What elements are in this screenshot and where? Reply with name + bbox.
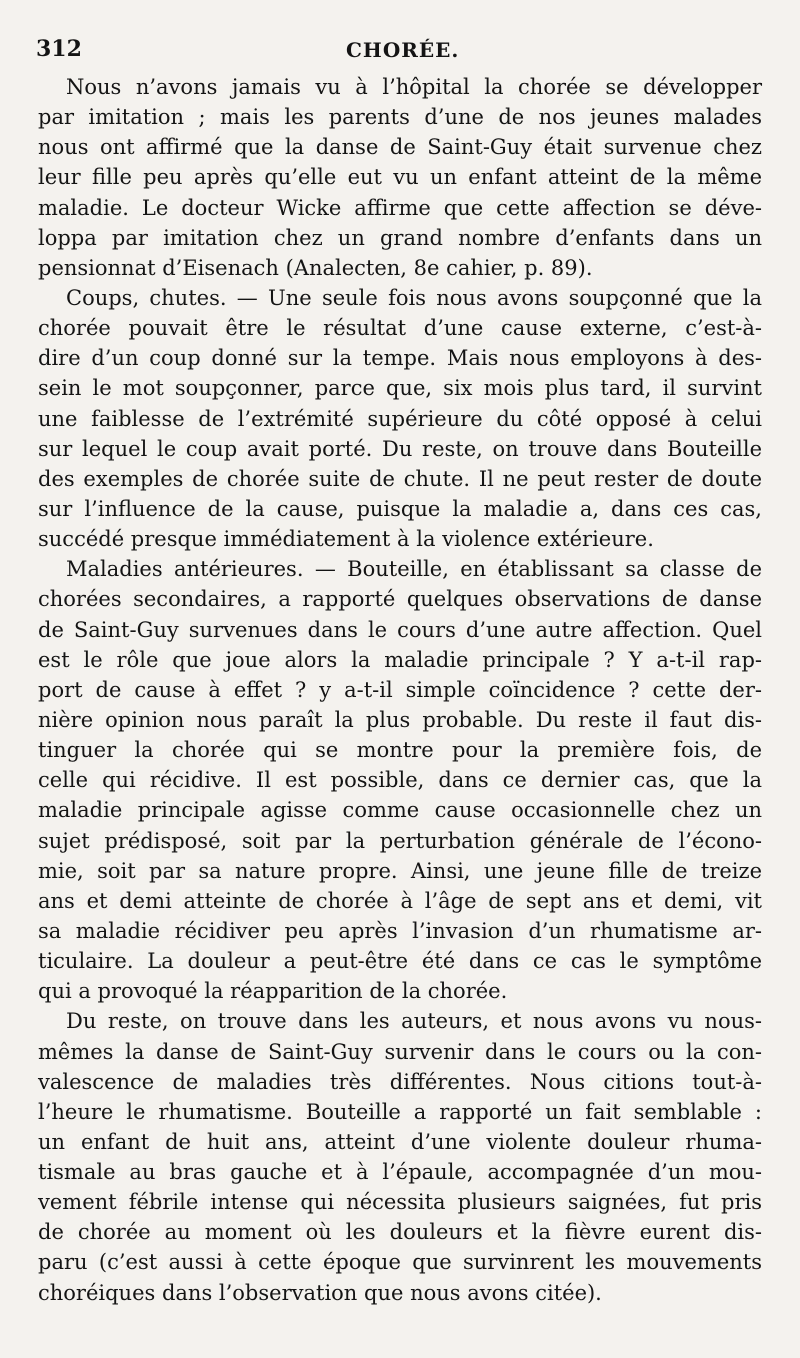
text-line: dire d’un coup donné sur la tempe. Mais nous employons à des- <box>38 346 762 371</box>
text-line: nous ont affirmé que la danse de Saint-Guy était survenue chez <box>38 135 762 160</box>
text-line: sein le mot soupçonner, parce que, six mois plus tard, il survint <box>38 376 762 401</box>
text-line: Maladies antérieures. — Bouteille, en établissant sa classe de <box>66 557 762 582</box>
text-line: choréiques dans l’observation que nous avons citée). <box>38 1280 602 1305</box>
text-line: sujet prédisposé, soit par la perturbation générale de l’écono- <box>38 828 762 853</box>
page-number: 312 <box>36 36 82 62</box>
text-line: leur fille peu après qu’elle eut vu un enfant atteint de la même <box>38 165 762 190</box>
text-line: un enfant de huit ans, atteint d’une violente douleur rhuma- <box>38 1129 762 1154</box>
text-line: des exemples de chorée suite de chute. Il ne peut rester de doute <box>38 466 762 491</box>
text-line: sur lequel le coup avait porté. Du reste, on trouve dans Bouteille <box>38 436 762 461</box>
text-line: mie, soit par sa nature propre. Ainsi, une jeune fille de treize <box>38 858 762 883</box>
text-line: par imitation ; mais les parents d’une de nos jeunes malades <box>38 105 762 130</box>
body-text <box>38 72 762 1308</box>
running-title: CHORÉE. <box>346 38 460 62</box>
text-line: chorées secondaires, a rapporté quelques observations de danse <box>38 587 762 612</box>
text-line: succédé presque immédiatement à la violence extérieure. <box>38 527 654 552</box>
text-line: mêmes la danse de Saint-Guy survenir dans le cours ou la con- <box>38 1039 762 1064</box>
text-line: qui a provoqué la réapparition de la chorée. <box>38 979 508 1004</box>
text-line: maladie principale agisse comme cause occasionnelle chez un <box>38 798 762 823</box>
text-line: sa maladie récidiver peu après l’invasion d’un rhumatisme ar- <box>38 918 762 943</box>
text-line: port de cause à effet ? y a-t-il simple coïncidence ? cette der- <box>38 677 762 702</box>
text-line: de Saint-Guy survenues dans le cours d’une autre affection. Quel <box>38 617 762 642</box>
text-line: Coups, chutes. — Une seule fois nous avons soupçonné que la <box>66 285 762 310</box>
text-line: nière opinion nous paraît la plus probable. Du reste il faut dis- <box>38 707 762 732</box>
text-line: est le rôle que joue alors la maladie principale ? Y a-t-il rap- <box>38 647 762 672</box>
text-line: l’heure le rhumatisme. Bouteille a rapporté un fait semblable : <box>38 1099 762 1124</box>
page-header <box>36 36 756 68</box>
text-line: loppa par imitation chez un grand nombre d’enfants dans un <box>38 225 762 250</box>
text-line: une faiblesse de l’extrémité supérieure du côté opposé à celui <box>38 406 762 431</box>
text-line: ticulaire. La douleur a peut-être été dans ce cas le symptôme <box>38 949 762 974</box>
text-line: maladie. Le docteur Wicke affirme que cette affection se déve- <box>38 195 762 220</box>
text-line: pensionnat d’Eisenach (Analecten, 8e cahier, p. 89). <box>38 255 593 280</box>
text-line: chorée pouvait être le résultat d’une cause externe, c’est-à- <box>38 316 762 341</box>
text-line: paru (c’est aussi à cette époque que survinrent les mouvements <box>38 1250 762 1275</box>
text-line: tinguer la chorée qui se montre pour la première fois, de <box>38 738 762 763</box>
text-line: vement fébrile intense qui nécessita plusieurs saignées, fut pris <box>38 1190 762 1215</box>
text-line: de chorée au moment où les douleurs et la fièvre eurent dis- <box>38 1220 762 1245</box>
text-line: celle qui récidive. Il est possible, dans ce dernier cas, que la <box>38 768 762 793</box>
text-line: valescence de maladies très différentes. Nous citions tout-à- <box>38 1069 762 1094</box>
text-line: sur l’influence de la cause, puisque la maladie a, dans ces cas, <box>38 496 762 521</box>
text-line: tismale au bras gauche et à l’épaule, accompagnée d’un mou- <box>38 1160 762 1185</box>
text-line: ans et demi atteinte de chorée à l’âge de sept ans et demi, vit <box>38 888 762 913</box>
text-line: Du reste, on trouve dans les auteurs, et nous avons vu nous- <box>66 1009 762 1034</box>
text-line: Nous n’avons jamais vu à l’hôpital la chorée se développer <box>66 75 762 99</box>
